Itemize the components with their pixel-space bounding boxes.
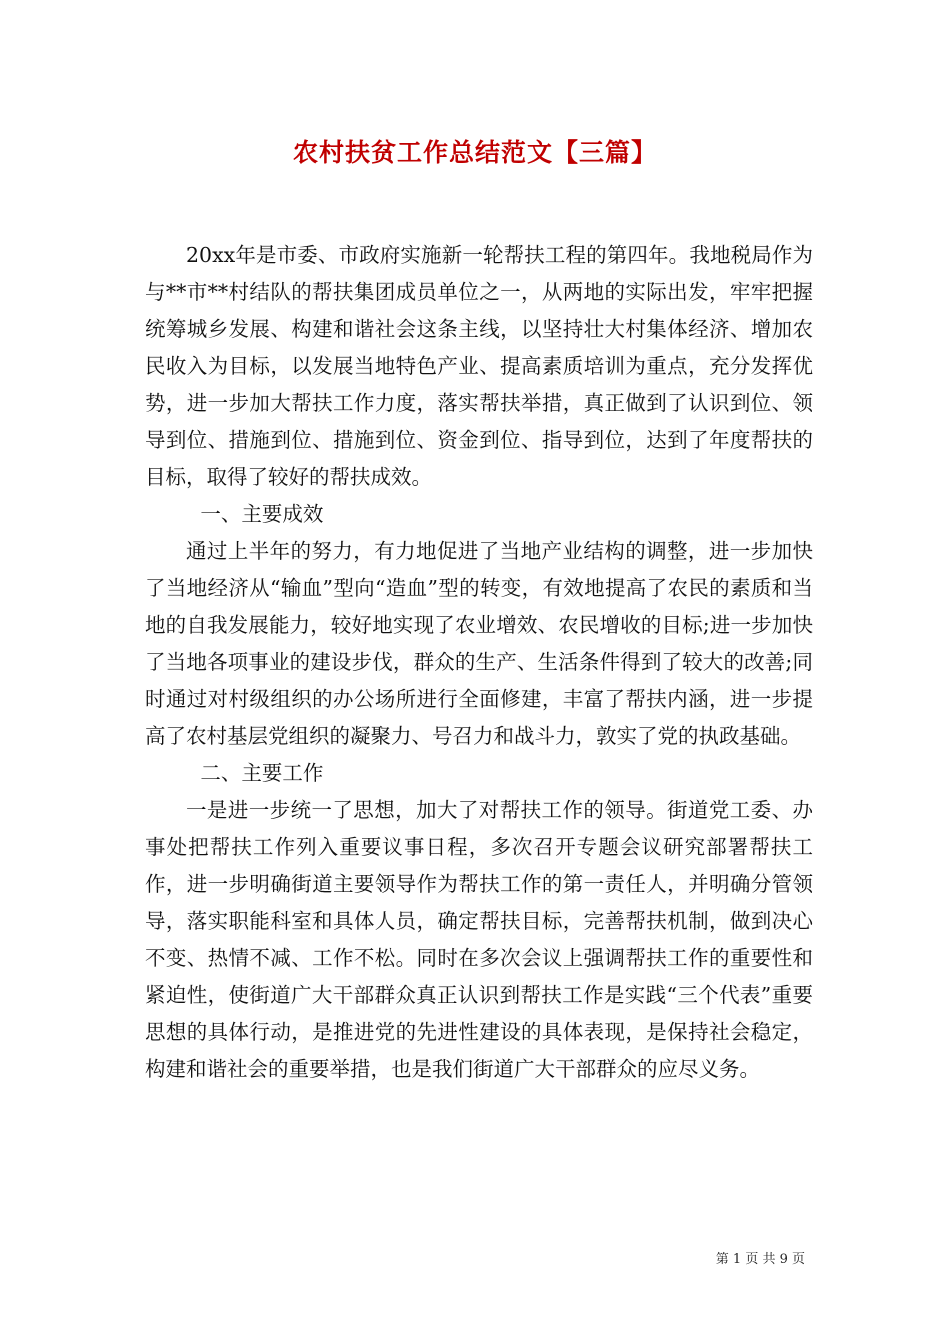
main-work-paragraph: 一是进一步统一了思想，加大了对帮扶工作的领导。街道党工委、办事处把帮扶工作列入重要议事日程，多次召开专题会议研究部署帮扶工作，进一步明确街道主要领导作为帮扶工作的第一责任人，并明确分管领导，落实职能科室和具体人员，确定帮扶目标，完善帮扶机制，做到决心不变、热情不减、工作不松。同时在多次会议上强调帮扶工作的重要性和紧迫性，使街道广大干部群众真正认识到帮扶工作是实践“三个代表”重要思想的具体行动，是推进党的先进性建设的具体表现，是保持社会稳定，构建和谐社会的重要举措，也是我们街道广大干部群众的应尽义务。 (145, 798, 813, 1081)
document-title: 农村扶贫工作总结范文【三篇】 (292, 138, 657, 167)
intro-paragraph: 20xx年是市委、市政府实施新一轮帮扶工程的第四年。我地税局作为与**市**村结队的帮扶集团成员单位之一，从两地的实际出发，牢牢把握统筹城乡发展、构建和谐社会这条主线，以坚持壮大村集体经济、增加农民收入为目标，以发展当地特色产业、提高素质培训为重点，充分发挥优势，进一步加大帮扶工作力度，落实帮扶举措，真正做到了认识到位、领导到位、措施到位、措施到位、资金到位、指导到位，达到了年度帮扶的目标，取得了较好的帮扶成效。 (145, 243, 813, 489)
section-heading-main-work: 二、主要工作 (200, 761, 324, 785)
page-number-footer: 第 1 页 共 9 页 (715, 1252, 805, 1267)
section-heading-achievements: 一、主要成效 (200, 502, 324, 526)
document-body (145, 237, 813, 1088)
achievements-paragraph: 通过上半年的努力，有力地促进了当地产业结构的调整，进一步加快了当地经济从“输血”型向“造血”型的转变，有效地提高了农民的素质和当地的自我发展能力，较好地实现了农业增效、农民增收的目标;进一步加快了当地各项事业的建设步伐，群众的生产、生活条件得到了较大的改善;同时通过对村级组织的办公场所进行全面修建，丰富了帮扶内涵，进一步提高了农村基层党组织的凝聚力、号召力和战斗力，敦实了党的执政基础。 (145, 539, 813, 748)
